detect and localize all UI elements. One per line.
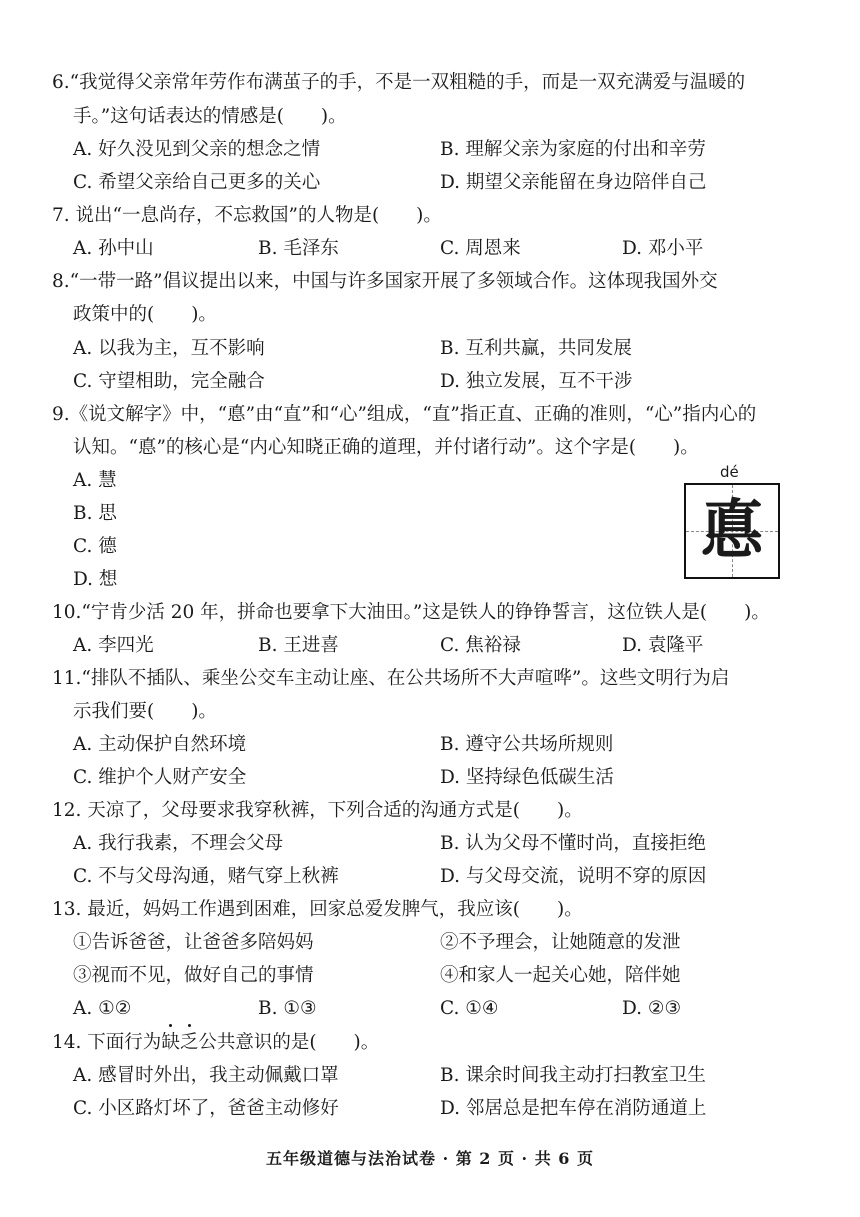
- q12-option-b: B. 认为父母不懂时尚，直接拒绝: [440, 833, 706, 854]
- emphasis-dot: [188, 1024, 191, 1027]
- q14-emphasis-char-1: [161, 1032, 180, 1053]
- q7-option-c: C. 周恩来: [440, 238, 521, 259]
- q9-character: 悳: [700, 493, 764, 568]
- q13-stem: 13. 最近，妈妈工作遇到困难，回家总爱发脾气，我应该( )。: [52, 899, 583, 920]
- q14-option-b: B. 课余时间我主动打扫教室卫生: [440, 1065, 706, 1086]
- q14-emphasis-text-2: 乏: [179, 1032, 199, 1053]
- q13-statement-3: ③视而不见，做好自己的事情: [73, 965, 314, 986]
- q13-statement-4: ④和家人一起关心她，陪伴她: [440, 965, 681, 986]
- q6-stem-line2: 手。”这句话表达的情感是( )。: [73, 106, 347, 127]
- q6-option-a: A. 好久没见到父亲的想念之情: [73, 139, 321, 160]
- q9-option-d: D. 想: [73, 569, 118, 590]
- q10-option-c: C. 焦裕禄: [440, 635, 521, 656]
- q11-option-a: A. 主动保护自然环境: [73, 734, 247, 755]
- q6-option-d: D. 期望父亲能留在身边陪伴自己: [440, 172, 707, 193]
- q13-option-b: B. ①③: [258, 998, 317, 1019]
- q10-stem: 10.“宁肯少活 20 年，拼命也要拿下大油田。”这是铁人的铮铮誓言，这位铁人是( )。: [52, 602, 770, 623]
- q12-option-a: A. 我行我素，不理会父母: [73, 833, 284, 854]
- q8-option-c: C. 守望相助，完全融合: [73, 371, 265, 392]
- q8-option-d: D. 独立发展，互不干涉: [440, 371, 633, 392]
- q7-option-a: A. 孙中山: [73, 238, 154, 259]
- q11-option-b: B. 遵守公共场所规则: [440, 734, 614, 755]
- q13-statement-2: ②不予理会，让她随意的发泄: [440, 932, 681, 953]
- q9-option-a: A. 慧: [73, 470, 117, 491]
- q13-option-c: C. ①④: [440, 998, 499, 1019]
- q13-option-d: D. ②③: [622, 998, 682, 1019]
- q9-pinyin: dé: [720, 463, 739, 481]
- q14-stem-suffix: 公共意识的是( )。: [198, 1032, 380, 1053]
- q6-option-c: C. 希望父亲给自己更多的关心: [73, 172, 321, 193]
- q11-stem-line1: 11.“排队不插队、乘坐公交车主动让座、在公共场所不大声喧哗”。这些文明行为启: [52, 668, 730, 689]
- q9-stem-line2: 认知。“悳”的核心是“内心知晓正确的道理，并付诸行动”。这个字是( )。: [73, 437, 699, 458]
- q12-option-d: D. 与父母交流，说明不穿的原因: [440, 866, 707, 887]
- q14-option-d: D. 邻居总是把车停在消防通道上: [440, 1098, 707, 1119]
- q14-emphasis-text-1: 缺: [161, 1032, 180, 1053]
- q6-stem-line1: 6.“我觉得父亲常年劳作布满茧子的手，不是一双粗糙的手，而是一双充满爱与温暖的: [52, 72, 746, 93]
- q9-stem-line1: 9.《说文解字》中，“悳”由“直”和“心”组成，“直”指正直、正确的准则，“心”指内心的: [52, 404, 757, 425]
- q14-stem-prefix: 14. 下面行为: [52, 1032, 162, 1053]
- q12-option-c: C. 不与父母沟通，赌气穿上秋裤: [73, 866, 339, 887]
- emphasis-dot: [169, 1024, 172, 1027]
- q7-option-d: D. 邓小平: [622, 238, 704, 259]
- q14-option-a: A. 感冒时外出，我主动佩戴口罩: [73, 1065, 339, 1086]
- q8-option-b: B. 互利共赢，共同发展: [440, 338, 632, 359]
- q12-stem: 12. 天凉了，父母要求我穿秋裤，下列合适的沟通方式是( )。: [52, 800, 583, 821]
- page-footer: 五年级道德与法治试卷 · 第 2 页 · 共 6 页: [266, 1149, 594, 1168]
- q9-option-c: C. 德: [73, 536, 117, 557]
- q8-stem-line2: 政策中的( )。: [73, 304, 217, 325]
- q7-option-b: B. 毛泽东: [258, 238, 339, 259]
- q13-option-a: A. ①②: [73, 998, 132, 1019]
- q8-stem-line1: 8.“一带一路”倡议提出以来，中国与许多国家开展了多领域合作。这体现我国外交: [52, 271, 718, 292]
- q10-option-d: D. 袁隆平: [622, 635, 704, 656]
- q7-stem: 7. 说出“一息尚存，不忘救国”的人物是( )。: [52, 205, 442, 226]
- q13-statement-1: ①告诉爸爸，让爸爸多陪妈妈: [73, 932, 314, 953]
- q10-option-a: A. 李四光: [73, 635, 154, 656]
- q11-option-c: C. 维护个人财产安全: [73, 767, 247, 788]
- q10-option-b: B. 王进喜: [258, 635, 339, 656]
- q11-stem-line2: 示我们要( )。: [73, 701, 217, 722]
- q8-option-a: A. 以我为主，互不影响: [73, 338, 265, 359]
- q14-emphasis-char-2: [180, 1032, 199, 1053]
- q14-stem: [52, 1030, 379, 1056]
- q6-option-b: B. 理解父亲为家庭的付出和辛劳: [440, 139, 706, 160]
- q11-option-d: D. 坚持绿色低碳生活: [440, 767, 614, 788]
- q9-option-b: B. 思: [73, 503, 117, 524]
- q14-option-c: C. 小区路灯坏了，爸爸主动修好: [73, 1098, 339, 1119]
- q9-character-grid: [684, 483, 780, 579]
